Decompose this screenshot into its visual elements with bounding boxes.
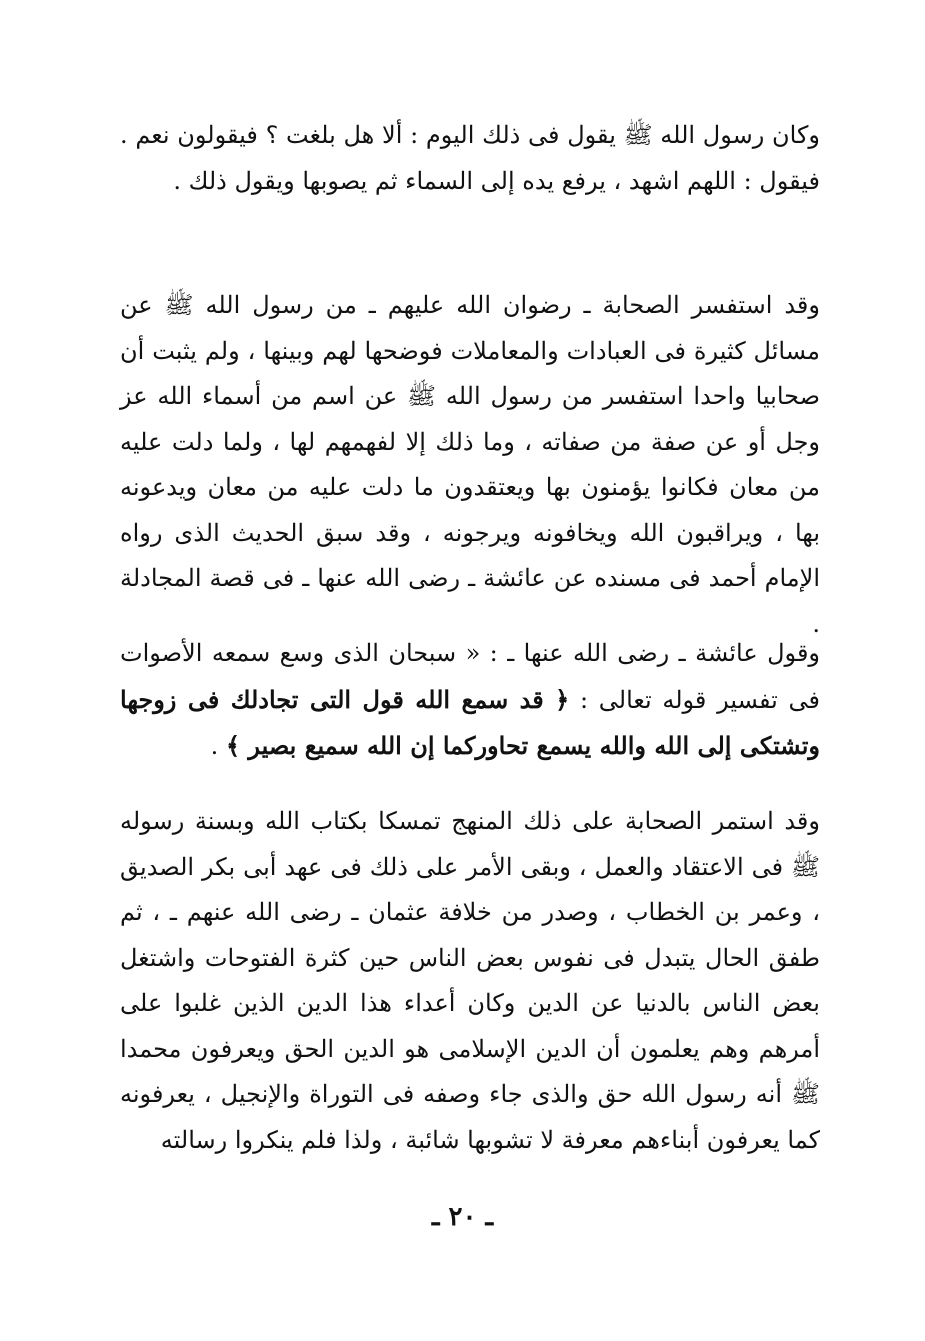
paragraph-3-end: .: [210, 732, 219, 760]
paragraph-3-lead: وقول عائشة ـ رضى الله عنها ـ : « سبحان الذى وسع سمعه الأصوات فى تفسير قوله تعالى :: [120, 639, 821, 714]
paragraph-4: وقد استمر الصحابة على ذلك المنهج تمسكا بكتاب الله وبسنة رسوله ﷺ فى الاعتقاد والعمل ، وبقى الأمر على ذلك فى عهد أبى بكر الصديق ، وعمر بن الخطاب ، وصدر من خلافة عثمان ـ رضى الله عنهم ـ ، ثم طفق الحال يتبدل فى نفوس بعض الناس حين كثرة الفتوحات واشتغل بعض الناس بالدنيا عن الدين وكان أعداء هذا الدين الذين غلبوا على أمرهم وهم يعلمون أن الدين الإسلامى هو الدين الحق ويعرفون محمدا ﷺ أنه رسول الله حق والذى جاء وصفه فى التوراة والإنجيل ، يعرفونه كما يعرفون أبناءهم معرفة لا تشوبها شائبة ، ولذا فلم ينكروا رسالته: [120, 807, 820, 1154]
paragraph-3: [120, 631, 820, 770]
quran-verse-quote: ﴿ قد سمع الله قول التى تجادلك فى زوجها وتشتكى إلى الله والله يسمع تحاوركما إن الله سميع بصير ﴾: [120, 684, 820, 760]
paragraph-1: وكان رسول الله ﷺ يقول فى ذلك اليوم : ألا هل بلغت ؟ فيقولون نعم . فيقول : اللهم اشهد ، يرفع يده إلى السماء ثم يصوبها ويقول ذلك .: [120, 121, 820, 195]
paragraph-2: وقد استفسر الصحابة ـ رضوان الله عليهم ـ من رسول الله ﷺ عن مسائل كثيرة فى العبادات والمعاملات فوضحها لهم وبينها ، ولم يثبت أن صحابيا واحدا استفسر من رسول الله ﷺ عن اسم من أسماء الله عز وجل أو عن صفة من صفاته ، وما ذلك إلا لفهمهم لها ، ولما دلت عليه من معان فكانوا يؤمنون بها ويعتقدون ما دلت عليه من معان ويدعونه بها ، ويراقبون الله ويخافونه ويرجونه ، وقد سبق الحديث الذى رواه الإمام أحمد فى مسنده عن عائشة ـ رضى الله عنها ـ فى قصة المجادلة .: [120, 291, 820, 638]
page-number: ـ ٢٠ ـ: [431, 1202, 494, 1232]
